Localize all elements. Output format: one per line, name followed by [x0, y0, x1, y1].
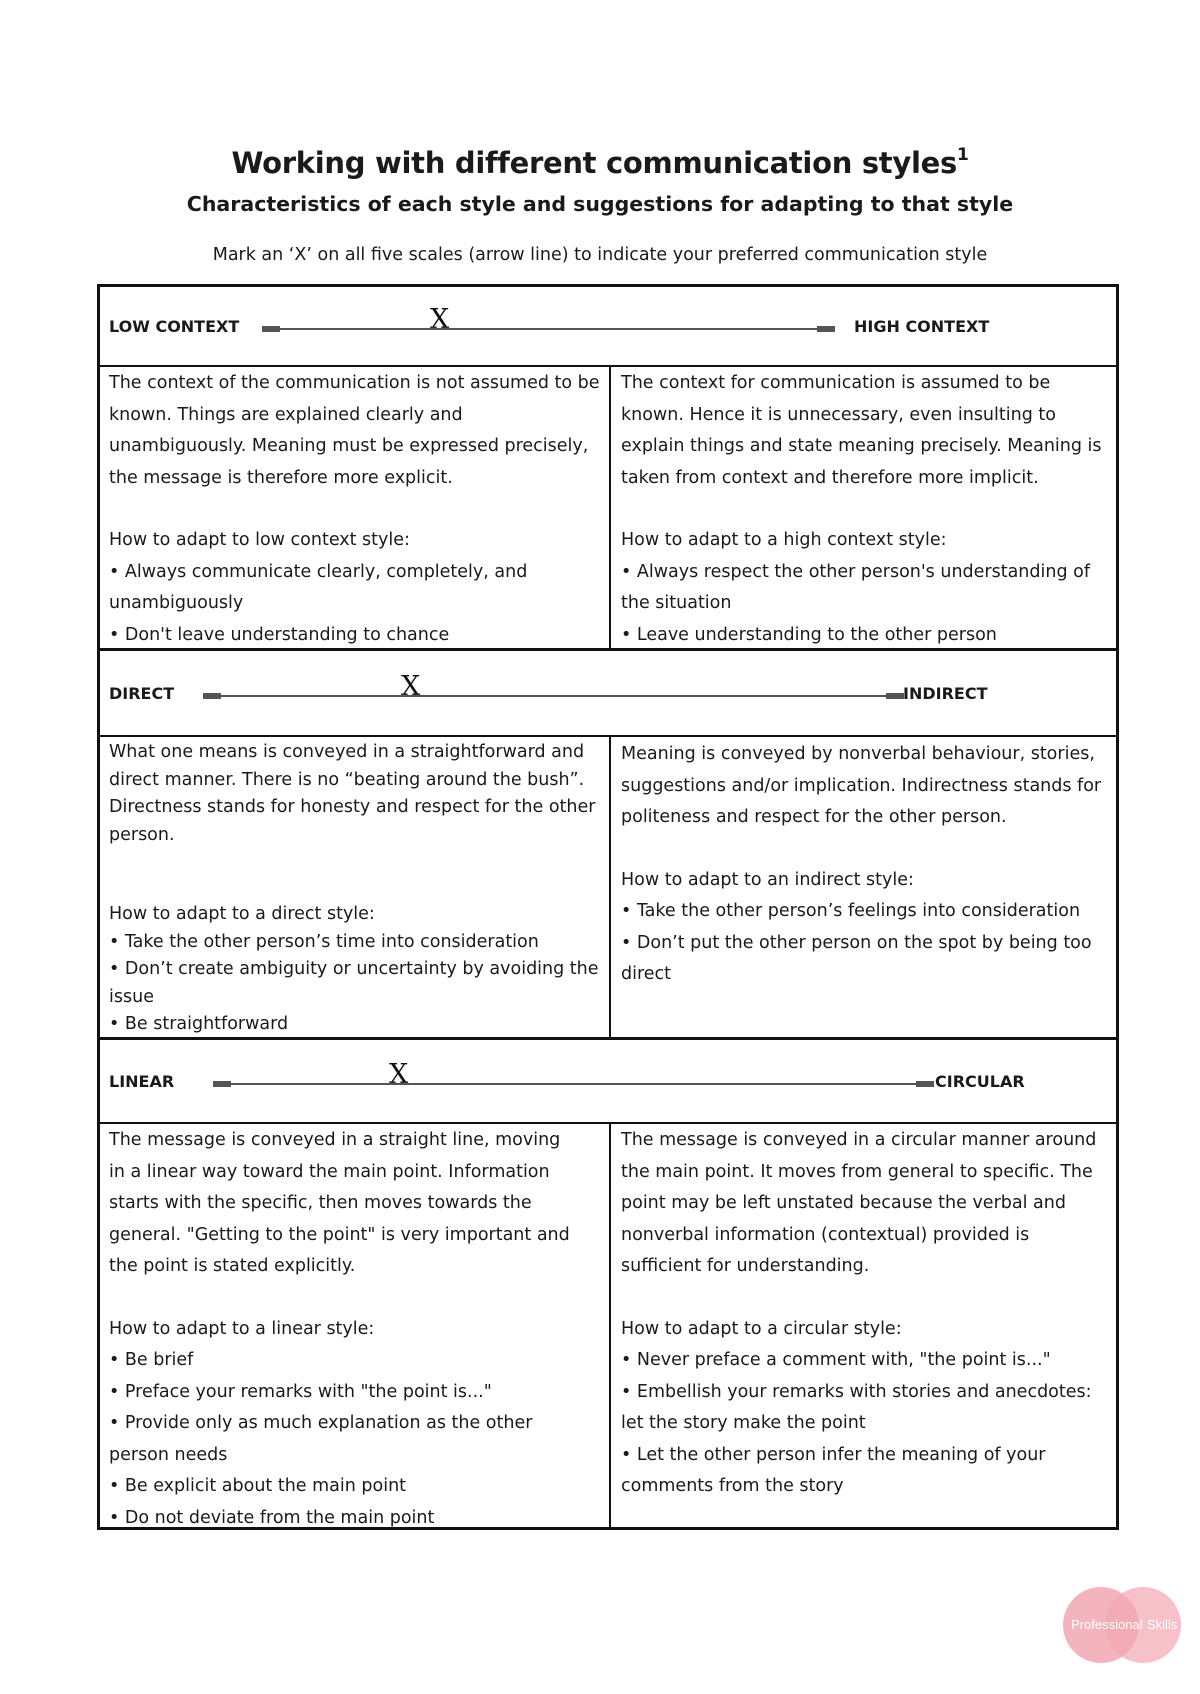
list-item: • Preface your remarks with "the point is...": [109, 1377, 579, 1409]
list-item: • Provide only as much explanation as the other person needs: [109, 1408, 579, 1471]
scale-x-mark: X: [430, 304, 450, 335]
column-divider: [609, 1123, 611, 1528]
list-item: • Don’t put the other person on the spot by being too direct: [621, 928, 1109, 991]
adapt-heading: How to adapt to a direct style:: [109, 904, 375, 924]
logo-text-left: Professional: [1071, 1617, 1143, 1632]
professional-skills-logo: [1063, 1584, 1183, 1666]
list-item: • Never preface a comment with, "the point is...": [621, 1345, 1109, 1377]
scale-x-mark: X: [401, 671, 421, 702]
list-item: • Let the other person infer the meaning of your comments from the story: [621, 1440, 1109, 1503]
adapt-heading: How to adapt to a circular style:: [621, 1318, 902, 1339]
list-item: • Don't leave understanding to chance: [109, 620, 601, 652]
row-divider: [97, 735, 1119, 737]
column-divider: [609, 366, 611, 649]
row-divider: [97, 365, 1119, 367]
list-item: • Do not deviate from the main point: [109, 1503, 579, 1535]
page-title: Working with different communication styles$^1$: [231, 145, 969, 180]
scale-right-label-high-context: HIGH CONTEXT: [854, 317, 990, 336]
list-item: • Be explicit about the main point: [109, 1471, 579, 1503]
scale-arrow-line[interactable]: [205, 695, 902, 697]
list-item: • Leave understanding to the other person: [621, 620, 1109, 652]
high-context-description: The context for communication is assumed to be known. Hence it is unnecessary, even insulting to explain things and state meaning precisely. Meaning is taken from context and therefore more implicit. How to adapt to a high context style: • Always respect the other person's understanding of the situation • Leave understanding to the other person: [621, 368, 1109, 651]
scale-arrow-line[interactable]: [215, 1083, 932, 1085]
logo-text-right: Skills: [1147, 1617, 1178, 1632]
indirect-description: Meaning is conveyed by nonverbal behaviour, stories, suggestions and/or implication. Indirectness stands for politeness and respect for the other person. How to adapt to an indirect style: • Take the other person’s feelings into consideration • Don’t put the other person on the spot by being too direct: [621, 739, 1109, 991]
list-item: • Be straightforward: [109, 1011, 601, 1039]
adapt-heading: How to adapt to low context style:: [109, 530, 410, 550]
column-divider: [609, 736, 611, 1038]
adapt-heading: How to adapt to a linear style:: [109, 1318, 375, 1339]
scale-left-label-linear: LINEAR: [109, 1072, 175, 1091]
styles-table: [97, 284, 1119, 1530]
linear-description: The message is conveyed in a straight line, moving in a linear way toward the main point. Information starts with the specific, then moves towards the general. "Getting to the point" is very important and the point is stated explicitly. How to adapt to a linear style: • Be brief • Preface your remarks with "the point is..." • Provide only as much explanation as the other person needs • Be explicit about the main point • Do not deviate from the main point: [109, 1125, 579, 1534]
low-context-description: The context of the communication is not assumed to be known. Things are explained clearly and unambiguously. Meaning must be expressed precisely, the message is therefore more explicit. How to adapt to low context style: • Always communicate clearly, completely, and unambiguously • Don't leave understanding to chance: [109, 368, 601, 651]
scale-right-label-indirect: INDIRECT: [903, 684, 988, 703]
circular-description: The message is conveyed in a circular manner around the main point. It moves from general to specific. The point may be left unstated because the verbal and nonverbal information (contextual) provided is sufficient for understanding. How to adapt to a circular style: • Never preface a comment with, "the point is..." • Embellish your remarks with stories and anecdotes: let the story make the point • Let the other person infer the meaning of your comments from the story: [621, 1125, 1109, 1503]
table-border-top: [97, 284, 1119, 287]
list-item: • Embellish your remarks with stories and anecdotes: let the story make the point: [621, 1377, 1109, 1440]
scale-left-label-direct: DIRECT: [109, 684, 175, 703]
list-item: • Always respect the other person's understanding of the situation: [621, 557, 1109, 620]
instruction-text: Mark an ‘X’ on all five scales (arrow line) to indicate your preferred communication style: [212, 245, 988, 265]
list-item: • Take the other person’s time into consideration: [109, 929, 601, 957]
footnote-mark: 1: [956, 145, 969, 166]
scale-arrow-line[interactable]: [264, 328, 833, 330]
scale-right-label-circular: CIRCULAR: [935, 1072, 1025, 1091]
table-border-left: [97, 284, 100, 1530]
adapt-heading: How to adapt to an indirect style:: [621, 869, 914, 890]
list-item: • Always communicate clearly, completely, and unambiguously: [109, 557, 601, 620]
direct-description: What one means is conveyed in a straightforward and direct manner. There is no “beating around the bush”. Directness stands for honesty and respect for the other person. How to adapt to a direct style: • Take the other person’s time into consideration • Don’t create ambiguity or uncertainty by avoiding the issue • Be straightforward: [109, 739, 601, 1039]
row-divider: [97, 1122, 1119, 1124]
list-item: • Take the other person’s feelings into consideration: [621, 896, 1109, 928]
page-subtitle: Characteristics of each style and suggestions for adapting to that style: [186, 192, 1014, 216]
scale-x-mark: X: [389, 1059, 409, 1090]
adapt-heading: How to adapt to a high context style:: [621, 530, 947, 550]
list-item: • Don’t create ambiguity or uncertainty by avoiding the issue: [109, 956, 601, 1011]
table-border-right: [1116, 284, 1119, 1530]
list-item: • Be brief: [109, 1345, 579, 1377]
scale-left-label-low-context: LOW CONTEXT: [109, 317, 240, 336]
